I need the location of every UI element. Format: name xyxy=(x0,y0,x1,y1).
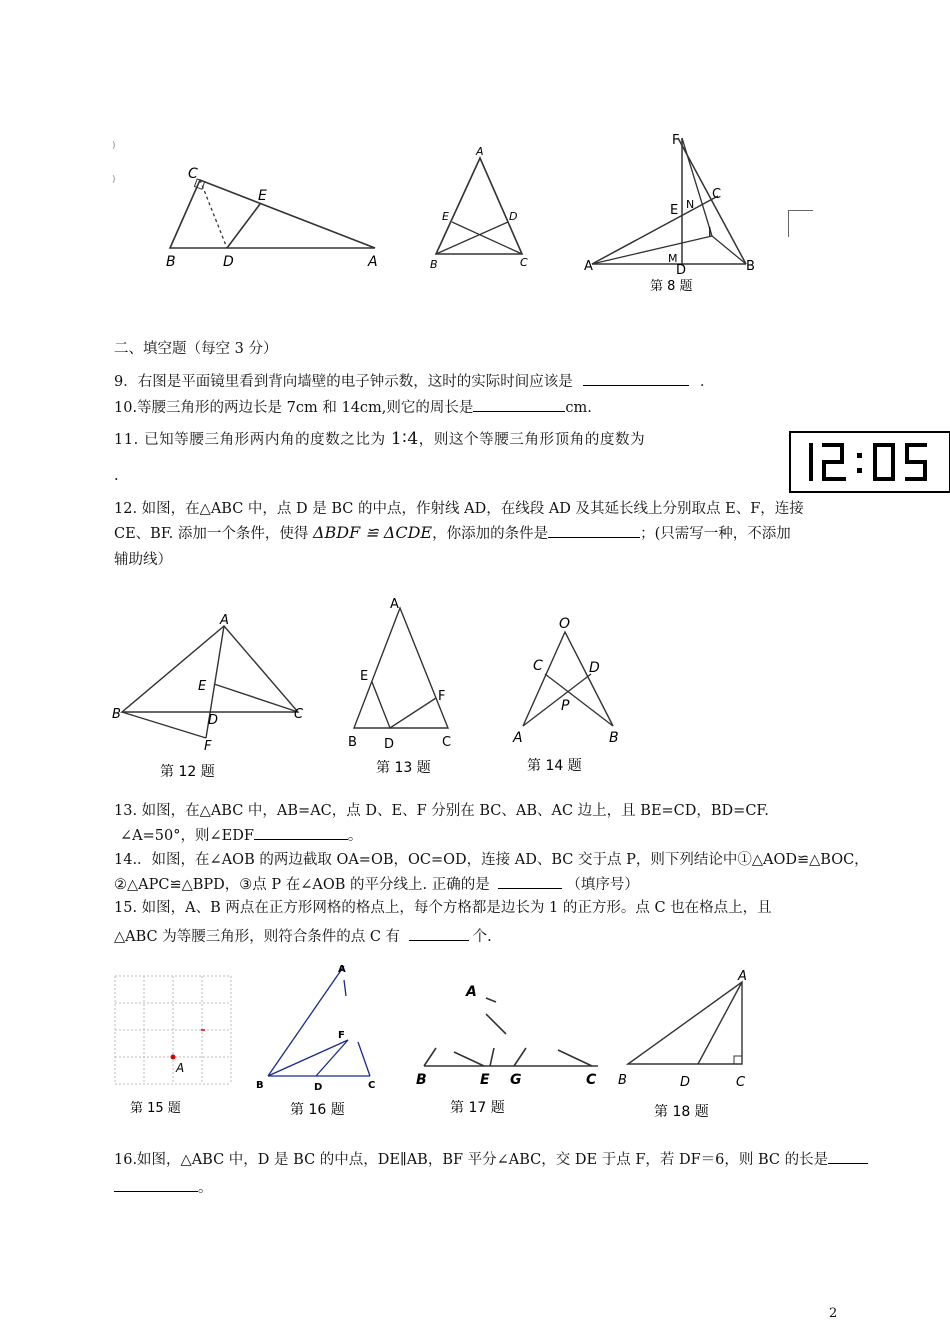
figure-question-13 xyxy=(342,594,472,784)
q16-end: 。 xyxy=(198,1180,213,1196)
question-10 xyxy=(114,397,592,418)
label-c: C xyxy=(533,658,543,674)
question-12-line1: 12. 如图，在△ABC 中，点 D 是 BC 的中点，作射线 AD，在线段 AD 及其延长线上分别取点 E、F，连接 xyxy=(114,501,804,517)
caption: 第 12 题 xyxy=(160,764,215,780)
figure-question-8 xyxy=(578,128,768,298)
label-e: E xyxy=(442,210,449,223)
label-a: A xyxy=(466,984,477,1000)
q10-end: cm. xyxy=(565,400,592,416)
q9-end: ． xyxy=(699,374,715,390)
label-b: B xyxy=(609,730,619,746)
question-12-line3: 辅助线） xyxy=(114,552,172,568)
label-f: F xyxy=(204,739,212,754)
q14-end: （填序号） xyxy=(566,877,639,893)
label-p: P xyxy=(561,698,570,714)
label-a: A xyxy=(513,730,523,746)
label-a: A xyxy=(390,597,399,612)
q16-answer-blank-2[interactable] xyxy=(114,1177,198,1192)
q13-end: 。 xyxy=(347,828,363,844)
label-e: E xyxy=(480,1072,490,1088)
figure-question-12 xyxy=(112,598,322,788)
q14-line2: ②△APC≌△BPD，③点 P 在∠AOB 的平分线上. 正确的是 xyxy=(114,877,490,893)
q15-line2: △ABC 为等腰三角形，则符合条件的点 C 有 xyxy=(114,929,401,945)
label-a: A xyxy=(584,259,593,274)
q15-answer-blank[interactable] xyxy=(409,926,469,941)
label-m: M xyxy=(668,252,678,265)
figure-right-triangle-cdea xyxy=(110,130,390,270)
figure-isosceles-crossing xyxy=(420,140,540,280)
label-c: C xyxy=(520,256,528,269)
label-o: O xyxy=(559,616,571,632)
figure-question-17 xyxy=(410,978,610,1123)
figure-question-15-grid xyxy=(110,972,240,1122)
caption: 第 16 题 xyxy=(290,1102,345,1118)
caption: 第 14 题 xyxy=(527,758,582,774)
caption: 第 18 题 xyxy=(654,1104,709,1120)
label-b: B xyxy=(348,735,357,750)
caption: 第 15 题 xyxy=(130,1101,181,1116)
label-f: F xyxy=(672,133,680,148)
label-c: C xyxy=(188,166,198,182)
label-d: D xyxy=(589,660,600,676)
label-e: E xyxy=(360,669,369,684)
label-b: B xyxy=(746,259,755,274)
q9-text: 9．右图是平面镜里看到背向墙壁的电子钟示数，这时的实际时间应该是 xyxy=(114,374,573,390)
q14-answer-blank[interactable] xyxy=(498,874,562,889)
label-c: C xyxy=(736,1075,746,1090)
q11-text: 11. 已知等腰三角形两内角的度数之比为 xyxy=(114,432,386,448)
label-a: A xyxy=(476,145,484,158)
label-n: N xyxy=(686,198,695,211)
label-d: D xyxy=(208,713,219,728)
question-15-line2 xyxy=(114,926,492,947)
q13-line2: ∠A=50°，则∠EDF xyxy=(120,828,254,844)
question-11 xyxy=(114,429,645,450)
figure-question-14 xyxy=(505,610,625,780)
q11-end[interactable]: . xyxy=(114,468,119,484)
q16-answer-blank-1[interactable] xyxy=(828,1149,868,1164)
q9-answer-blank[interactable] xyxy=(583,371,689,386)
question-13-line1: 13. 如图，在△ABC 中，AB=AC，点 D、E、F 分别在 BC、AB、AC 边上，且 BE=CD，BD=CF. xyxy=(114,803,769,819)
label-a: A xyxy=(338,964,346,975)
caption: 第 8 题 xyxy=(650,279,693,294)
label-f: F xyxy=(338,1030,345,1041)
label-d: D xyxy=(384,737,395,752)
label-e: E xyxy=(198,679,207,694)
q15-end: 个. xyxy=(472,929,492,945)
digital-clock-mirror xyxy=(789,431,950,493)
label-d: D xyxy=(509,210,518,223)
q12-line2b: ，你添加的条件是 xyxy=(432,526,549,542)
svg-text:): ) xyxy=(112,141,116,151)
caption: 第 17 题 xyxy=(450,1100,505,1116)
label-g: G xyxy=(510,1072,522,1088)
label-b: B xyxy=(166,254,176,270)
q12-line2a: CE、BF. 添加一个条件，使得 xyxy=(114,526,309,542)
q12-formula: ΔBDF ≌ ΔCDE xyxy=(312,523,433,542)
caption: 第 13 题 xyxy=(376,760,431,776)
label-c: C xyxy=(442,735,452,750)
q12-line2c: ；(只需写一种，不添加 xyxy=(640,526,791,542)
q11-ratio: 1∶4 xyxy=(390,429,419,449)
question-15-line1: 15. 如图，A、B 两点在正方形网格的格点上，每个方格都是边长为 1 的正方形。点 C 也在格点上，且 xyxy=(114,900,772,916)
question-16-cont xyxy=(114,1177,213,1198)
label-d: D xyxy=(676,263,687,278)
label-c: C xyxy=(712,187,722,202)
label-a: A xyxy=(368,254,378,270)
figure-question-16 xyxy=(252,958,392,1123)
figure-question-18 xyxy=(614,968,764,1128)
corner-mark xyxy=(788,210,813,237)
q11-text2: ，则这个等腰三角形顶角的度数为 xyxy=(418,432,646,448)
question-14-line1: 14.．如图，在∠AOB 的两边截取 OA=OB，OC=OD，连接 AD、BC 交于点 P，则下列结论中①△AOD≌△BOC， xyxy=(114,852,869,868)
question-9 xyxy=(114,371,714,392)
clock-digits xyxy=(791,433,949,491)
q16-text: 16.如图，△ABC 中，D 是 BC 的中点，DE∥AB，BF 平分∠ABC，交 DE 于点 F，若 DF＝6，则 BC 的长是 xyxy=(114,1152,829,1168)
label-d: D xyxy=(314,1082,323,1093)
section-title: 二、填空题（每空 3 分） xyxy=(114,341,278,357)
q13-answer-blank[interactable] xyxy=(254,825,348,840)
label-i: I xyxy=(708,225,712,239)
label-d: D xyxy=(223,254,234,270)
label-a: A xyxy=(738,969,747,984)
label-b: B xyxy=(112,707,121,722)
svg-text:): ) xyxy=(112,175,116,185)
question-16 xyxy=(114,1149,868,1170)
label-b: B xyxy=(416,1072,427,1088)
q12-answer-blank[interactable] xyxy=(548,523,640,538)
label-c: C xyxy=(368,1080,376,1091)
label-e: E xyxy=(258,188,267,204)
page-number: 2 xyxy=(829,1306,838,1321)
label-b: B xyxy=(618,1073,627,1088)
label-f: F xyxy=(438,689,446,704)
label-e: E xyxy=(670,203,679,218)
q10-answer-blank[interactable] xyxy=(473,397,565,412)
label-d: D xyxy=(680,1075,691,1090)
q10-text: 10.等腰三角形的两边长是 7cm 和 14cm,则它的周长是 xyxy=(114,400,474,416)
question-12-line2 xyxy=(114,523,791,544)
label-b: B xyxy=(430,258,438,271)
label-c: C xyxy=(294,707,304,722)
label-a: A xyxy=(176,1061,185,1075)
label-b: B xyxy=(256,1080,264,1091)
question-14-line2 xyxy=(114,874,639,895)
label-a: A xyxy=(220,613,229,628)
question-13-line2 xyxy=(120,825,362,846)
label-c: C xyxy=(586,1072,597,1088)
